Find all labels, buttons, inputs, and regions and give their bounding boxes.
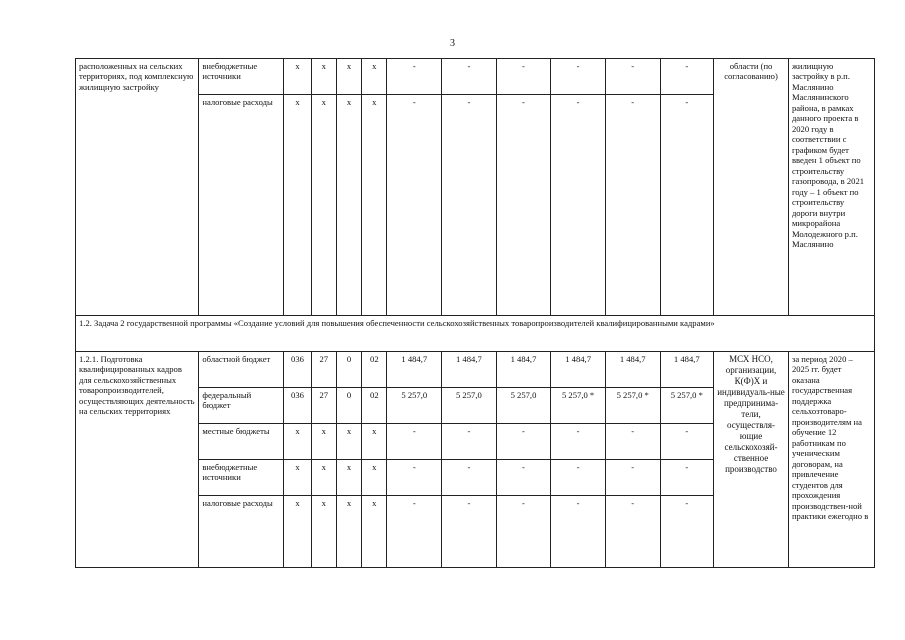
value-cell: - bbox=[551, 59, 606, 95]
code-cell: 036 bbox=[284, 352, 311, 388]
code-cell: 27 bbox=[311, 352, 336, 388]
code-cell: x bbox=[284, 59, 311, 95]
table-row bbox=[76, 59, 875, 95]
value-cell: 1 484,7 bbox=[660, 352, 714, 388]
page-number: 3 bbox=[450, 38, 455, 49]
code-cell: x bbox=[311, 59, 336, 95]
code-cell: x bbox=[284, 460, 311, 496]
source-cell: внебюджетные источники bbox=[199, 460, 284, 496]
value-cell: - bbox=[605, 59, 660, 95]
value-cell: - bbox=[442, 424, 497, 460]
code-cell: x bbox=[362, 59, 387, 95]
value-cell: - bbox=[442, 460, 497, 496]
value-cell: - bbox=[605, 424, 660, 460]
measure-cell: 1.2.1. Подготовка квалифицированных кадров для сельскохозяйственных товаропроизводителей, осуществляющих деятельность на сельских территориях bbox=[76, 352, 199, 568]
value-cell: - bbox=[605, 496, 660, 568]
result-cell: за период 2020 – 2025 гг. будет оказана государственная поддержка сельхозтоваро-производителям на обучение 12 работникам по ученическим договорам, на привлечение студентов для прохождения производствен-ной практики ежегодно в bbox=[788, 352, 874, 568]
code-cell: x bbox=[284, 496, 311, 568]
value-cell: - bbox=[660, 496, 714, 568]
value-cell: 5 257,0 bbox=[387, 388, 442, 424]
code-cell: 0 bbox=[336, 388, 361, 424]
value-cell: - bbox=[496, 460, 551, 496]
code-cell: 02 bbox=[362, 352, 387, 388]
code-cell: x bbox=[311, 95, 336, 316]
value-cell: - bbox=[496, 59, 551, 95]
value-cell: - bbox=[387, 424, 442, 460]
task-heading: 1.2. Задача 2 государственной программы «Создание условий для повышения обеспеченности сельскохозяйственных товаропроизводителей квалифицированными кадрами» bbox=[76, 316, 875, 352]
value-cell: - bbox=[605, 460, 660, 496]
value-cell: 5 257,0 * bbox=[551, 388, 606, 424]
result-cell: жилищную застройку в р.п. Маслянино Маслянинского района, в рамках данного проекта в 2020 году в соответствии с графиком будет введен 1 объект по строительству газопровода, в 2021 году – 1 объект по строительству дороги внутри микрорайона Молодежного р.п. Маслянино bbox=[788, 59, 874, 316]
source-cell: местные бюджеты bbox=[199, 424, 284, 460]
code-cell: x bbox=[362, 95, 387, 316]
value-cell: - bbox=[551, 460, 606, 496]
table-row bbox=[76, 316, 875, 352]
code-cell: x bbox=[284, 95, 311, 316]
source-cell: налоговые расходы bbox=[199, 496, 284, 568]
value-cell: - bbox=[496, 496, 551, 568]
value-cell: - bbox=[442, 95, 497, 316]
value-cell: - bbox=[442, 496, 497, 568]
value-cell: - bbox=[660, 59, 714, 95]
code-cell: 02 bbox=[362, 388, 387, 424]
value-cell: 5 257,0 bbox=[496, 388, 551, 424]
value-cell: - bbox=[496, 424, 551, 460]
code-cell: x bbox=[362, 496, 387, 568]
code-cell: 27 bbox=[311, 388, 336, 424]
value-cell: 5 257,0 * bbox=[660, 388, 714, 424]
program-table bbox=[75, 58, 875, 568]
source-cell: федеральный бюджет bbox=[199, 388, 284, 424]
value-cell: 1 484,7 bbox=[605, 352, 660, 388]
value-cell: 1 484,7 bbox=[442, 352, 497, 388]
value-cell: - bbox=[551, 95, 606, 316]
value-cell: - bbox=[387, 59, 442, 95]
code-cell: x bbox=[311, 424, 336, 460]
code-cell: 036 bbox=[284, 388, 311, 424]
source-cell: внебюджетные источники bbox=[199, 59, 284, 95]
code-cell: x bbox=[362, 460, 387, 496]
value-cell: - bbox=[387, 460, 442, 496]
code-cell: 0 bbox=[336, 352, 361, 388]
code-cell: x bbox=[336, 95, 361, 316]
value-cell: 5 257,0 bbox=[442, 388, 497, 424]
measure-cell: расположенных на сельских территориях, под комплексную жилищную застройку bbox=[76, 59, 199, 316]
code-cell: x bbox=[362, 424, 387, 460]
value-cell: - bbox=[387, 95, 442, 316]
value-cell: 1 484,7 bbox=[387, 352, 442, 388]
value-cell: - bbox=[660, 460, 714, 496]
executor-cell: области (по согласованию) bbox=[714, 59, 789, 316]
source-cell: областной бюджет bbox=[199, 352, 284, 388]
value-cell: - bbox=[551, 424, 606, 460]
value-cell: - bbox=[660, 424, 714, 460]
value-cell: - bbox=[605, 95, 660, 316]
code-cell: x bbox=[311, 496, 336, 568]
value-cell: - bbox=[387, 496, 442, 568]
value-cell: 1 484,7 bbox=[496, 352, 551, 388]
executor-cell: МСХ НСО, организации, К(Ф)Х и индивидуаль-ные предпринима-тели, осуществля-ющие сельскохозяй-ственное производство bbox=[714, 352, 789, 568]
value-cell: - bbox=[660, 95, 714, 316]
value-cell: 1 484,7 bbox=[551, 352, 606, 388]
value-cell: - bbox=[551, 496, 606, 568]
source-cell: налоговые расходы bbox=[199, 95, 284, 316]
value-cell: - bbox=[442, 59, 497, 95]
code-cell: x bbox=[284, 424, 311, 460]
table-row bbox=[76, 352, 875, 388]
code-cell: x bbox=[336, 460, 361, 496]
code-cell: x bbox=[336, 424, 361, 460]
code-cell: x bbox=[336, 496, 361, 568]
value-cell: 5 257,0 * bbox=[605, 388, 660, 424]
code-cell: x bbox=[336, 59, 361, 95]
value-cell: - bbox=[496, 95, 551, 316]
code-cell: x bbox=[311, 460, 336, 496]
